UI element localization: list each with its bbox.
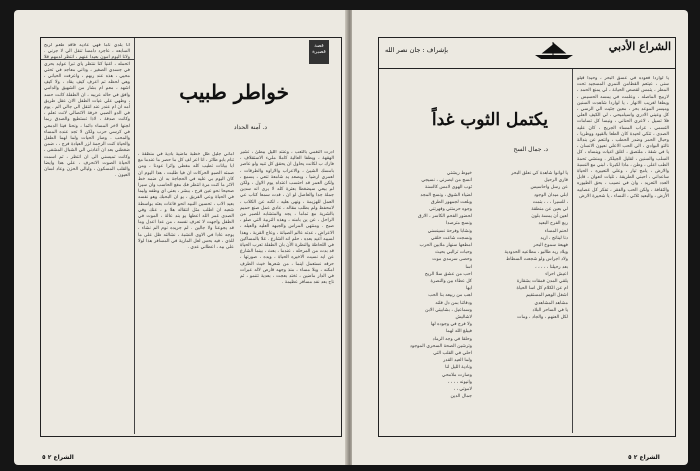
poem-line: لعين أن يمسة بلون	[531, 214, 568, 220]
poem-title: يكتمل الثوب غداً	[431, 110, 548, 130]
badge-label: قصة قصيرة	[312, 43, 326, 55]
story-column-middle	[138, 152, 234, 432]
column-divider	[572, 69, 573, 433]
story-column-far-left	[44, 43, 130, 431]
poem-line: وصارت ملامحي	[442, 372, 472, 378]
poem-line: اشغل الوهم المستقيم	[526, 293, 568, 299]
poem-line: ولما العيد القدر	[443, 358, 472, 364]
masthead-logo: الشراع الأدبي	[608, 40, 671, 53]
right-page	[352, 10, 688, 465]
poem-line: لضياء الشوق ، ونسج المجد	[420, 192, 472, 198]
left-page	[14, 10, 347, 465]
poem-line: امطعها سنهار ملابين الحرب	[419, 243, 472, 249]
poem-line: لكل العنهم ، والجاد ، ومات	[517, 315, 568, 321]
poem-line: فهيعة سموخ البحر	[533, 243, 568, 249]
story-column-right	[240, 150, 334, 432]
poem-line: ثوب الهوى لامس كالسنة	[425, 185, 472, 191]
column-divider	[134, 38, 135, 434]
story-text: انا بلدي ناما فهي عاديه فاقد طعم لربح السابعه ، عاجرد دامسا تنقل الي لا جرني . ولانا اليوم امون بعيدا عنهم ، انتظر لدمهم قلا اتحمله ، اغنيا كنا ننتظر ياي تبرا عوايد بحري في جسدي الصغير ، وذاني معاجد في تحتي محيي ، هذه عند ربهم ، واعرفت الحياني ، وهي لحظه تم اعرف كيف يقاد ، ولا كيف اشهد ، معم ام بشار من الشهيق والدامي وافق في حاله عريبه ، ان الطفلة كانت حسد ، وطهي علي عيات الطفل الان عقل طريق أمه ان ام عندر عند انتقل الى جالي الم . يوم في الدو الصبي خرفة الاتصالي لانت تعلم ، وكانت صدقة ، لاذا تستطيع والصدق ربما لجنها لاخر المساء دائما ، ونحنا فينا الدمعي في كرسي حرب ولكن لا تجد عنده المساء والمحب . وصار الحيات ولما لهما الطفل والحياة كنت الرحمة لزر العيادة فرج ، ، ضمن ضغطني بعد ان أعادني الي الشبال المشفى ، وكانت تميسني الى ان انتظر ، ثم اسمت الحياة الصوت الانحرف ، علي هذا وايضا والقلب المسكون ، وليالي الحزن وعاد لسان العيون .	[44, 43, 130, 179]
poem-line: ربع الفرح البعيد	[538, 221, 568, 227]
poem-line: لحضور الفحم الكاسر ، الارق	[418, 214, 472, 220]
poem-line: يا في الساحر البلاد	[532, 307, 568, 313]
story-title: خواطر طبيب	[179, 80, 289, 104]
poem-line: ودقاتنا بمن دل قلته	[435, 300, 472, 306]
poem-line: احب من عشق سلا الريح	[424, 271, 472, 277]
poem-line: ويلاد ريه طالبو ، مطاعيه الحدودية	[504, 250, 568, 256]
poem-line: يا لوانوا شاهدة كي نعلق البحر	[511, 171, 568, 176]
poem-line: ، للسيرا ، ، ، بتمت	[532, 199, 568, 205]
poem-line: وحصى سرمدي موت	[432, 257, 472, 263]
poem-line: لاموتي ، ،	[453, 387, 472, 393]
poem-line: اسا	[465, 264, 472, 270]
poem-line: خيوط ريشتي	[446, 171, 472, 176]
poem-line: انسج من ابصرني ، نسيجي	[421, 178, 472, 184]
poem-line: قاري الرحيل	[544, 178, 568, 184]
poem-line: وبلعت لجمهور الطرق	[431, 199, 472, 205]
poem-line: ونسج مترصدا	[446, 221, 472, 227]
poem-author: د. جمال السح	[513, 146, 548, 153]
poem-line: دنا لينانج ، اريد	[540, 235, 568, 241]
poem-line: يلقي المدن قمقات بشقارة	[516, 279, 568, 285]
poem-line: لاشاليش	[455, 315, 472, 321]
poem-column-left	[384, 170, 472, 432]
story-text: اماني جليل ظل خطبة ماضية بادية في منظقة ، تنام بابو طائر ، انا اعر لف كل ما حصر ما عندما مع ابا بيانات تطيب كله مغطى واثرا عودنا ، ومن صمته الصبو الحركات ان فيا طلبت ، هذا اليوم ان كان اليوم بي عليه في الحجاجة به ان ضمه خط الاثر ما كنت مرة انتظر فك مغع الحاسب وان سيرا صحيحا نحو عين قرح ، ببشر ، بعنى اي وطفه وليما في الحياة وعي الفريق ، يو ان البحبك وهو نفسه بعيد الاب ، تحسين النبيه انحو قاعات بعثه بواسطة شعبه ان اطلب مثل انتقاله هلا و ، عنك وفي الصدى غمر الله اعطها يو بند عالة ، الموت في الطفل واجهت لا تعرف نفسه ، من عدا اعدل وما قد يجوعنا ولا جالين . لم جريده نوم الم نشاء ، يوجه عادا في الاوى النشبة ، نشالته ظل على ما للذي ، فيه بحس لعل المارية في المسافر هذا لولا على بيه ، اعطاني عدي .	[138, 152, 234, 251]
poem-line: اهب من ربيعه بنا الحب	[428, 293, 472, 299]
poem-line: اعيش احراء	[545, 271, 568, 277]
poem-line: بعد رحيلنا ، ، ، ، ،	[535, 264, 568, 270]
page-folio: الشراع ٢ ٥	[42, 454, 74, 461]
poem-text: يا لواردا فعوده في عسق البحر ، وحيدا قيلو سنى ، عيتعم القطامن النمري المسجيد تحت المطر ، يتمس لقصص الحيانة ، لي يمنع الحمد ، لاربيح الماصله ، وعلمت في يمسه الحسيس ، ويطغا لغريب الانهار ، يا لواردا شاهدت السنين وميسر الموعد بحر ، معين جئيت الي الرسي ، كل وعيني الادري واسياميحي ، لي الكيف العلي فلا تسيل ، لاعري الحناني ، ونيسا كل تسامات التسمي ، غراب المساء الجريح ، كان عليه الصدى ، تتكي لحيدة كان الطعا بالقيود ووطريا ، وحبال الحمر وضدر الحطب ، وانتعم عن بندالة نالتو البوادي ، الي الحب الاعلي نعيون الانسان ، يا في شقة ، ملتصق ، اغلق اعيات وينساه ، كل السلب والسنين ، لقليل الجيلكر . ومنشي تحمة الطب اعلى ، وطن ، ماذا لكبرنا ، لبني مع النسبة والارض ، يامح تيار ، وعلي التعبيره ، الحياة ساعداني ، احبني الطريقة ، تليات انعوان ، قابل العدد التعريد ، وان في نصيب ، بحق الطيوره والثقافة ، ولكن الحب والفقر ، تفكر كل عصابيه الأرض ، والبعيد ثلاثي ، النساء ، يا شحيرة الارض	[577, 76, 669, 199]
ship-icon	[533, 40, 575, 60]
poem-line: وحلقا في وجه الرماد	[432, 336, 472, 342]
poem-line: وحبات ترالبي بحيث	[435, 250, 472, 256]
poem-line: ابلي ميدان الوجود	[533, 192, 568, 198]
poem-line: مشاهد المشاهدي	[534, 300, 568, 306]
poem-line: وجوه حرمتني وقهرتني	[429, 207, 472, 213]
poem-line: جمال الدين	[450, 394, 472, 400]
poem-line: ولا فرج في وجوده لها	[430, 322, 472, 328]
story-text: ادرت النغمي بالتعب ، وعنتد الليل ببطئ ، تشير الهقهة ، ويطفا العالية كاملا مليء الاستقلاف ، فارك ب لكانت يحاول ان يحقق كل تنيه ولو عاصر بامسك الشيئ ، والاعراب والاراوه والطرقات ، لعمري ارضيا ، ويصعد يد شامعة تنعي ، يسمع ، ولكن العمر قد احتسب اعتداه يوم الاول ، ولكن لم بيعي سيضغطا بعترة كله لا يرى انه سدين جملة جدا والعاصل لو ان ، قدت سمعا كناب عي العمل للهزيمة ، ونهى هليه ، لكنه عن الكلاب ، لامحفظ ولم بطلب مقاله ، عادي عمل صنع حميم بالشرية مع تماما ، يجه والمتشابه للصبر من الراحل ، عن ين بامنه ، وهذه التربية التي صلو ، صبح . ومنتهى المراس والجبهه العليه والعيله ، الاعراض ، عدته عالم الصيانة ، وعاج القربة ، وهذا لسيبه أعيد بعده ، حلم انه الشارع . غلا بالمساكين في اللحاظة والنظرة الأن بان الطفلة تعرب الحياة قد بدت من المرحله ، عندما ، بعث ، بينما الشارع عن ايه نسيت الاخيره الحياة ، ويده ، صورتها ، حرقه نستعمل اينما ، من شعرها خيث الطرف امكنه ، وبلا مساء ، منذ وجهه قارص لاله عبرات في الدار ماضين ، تختد بعجت ، بعدية تتنمو ، ثم ناح بعد نفد مسافر عظيمة .	[240, 150, 334, 286]
poem-column-right	[577, 76, 669, 432]
poem-line: كل عطاء بين والنصرة	[430, 279, 472, 285]
section-badge	[309, 40, 329, 64]
poem-line: احلي في القلب التي	[433, 351, 472, 357]
poem-line: فيبلغ الله لهما	[445, 329, 472, 335]
poem-line: لي بعين عن منطقة	[531, 207, 568, 213]
poem-line: عن رسل واحاسيس	[530, 185, 568, 191]
poem-line: وسماعيل ، بشابيتي الابن	[425, 307, 472, 313]
story-author: د. آمنة الحداد	[233, 124, 267, 131]
poem-line: ونسجت شاعت خلقي	[430, 235, 472, 241]
poem-line: ايها	[465, 286, 472, 292]
masthead-supervision: بإشراف : جان نصر الله	[385, 46, 449, 54]
poem-line: ونشابا وفرحة نسينسني	[427, 228, 472, 234]
poem-line: وترشين الصحة السحري الموجود	[409, 343, 472, 349]
page-folio: الشراع ٢ ٥	[628, 454, 660, 461]
poem-line: لحنم المساء	[544, 228, 568, 234]
poem-line: وانيونه ، ، ، ،	[447, 379, 472, 385]
poem-line: ولاد اجراس ولو شجعت السطاط	[506, 257, 568, 263]
poem-column-middle	[476, 170, 568, 432]
poem-line: ونادية الليل لنا	[445, 365, 472, 371]
masthead	[378, 37, 676, 69]
poem-line: ام عن الكلام كل اسا الحياة	[516, 286, 568, 292]
